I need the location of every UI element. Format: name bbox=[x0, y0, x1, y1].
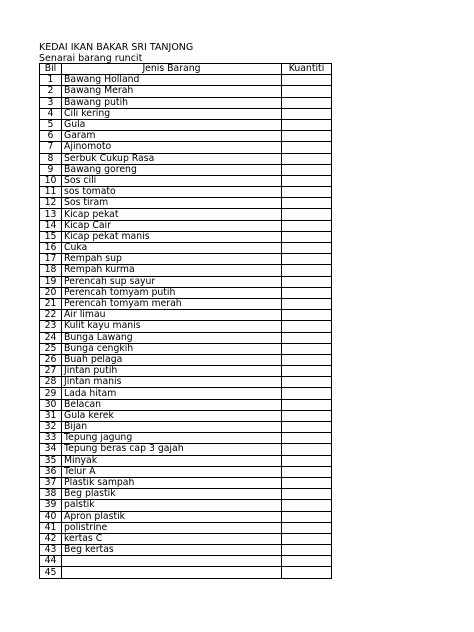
quantity-cell bbox=[282, 198, 332, 209]
item-name-cell: Sos cili bbox=[62, 175, 282, 186]
column-header-item: Jenis Barang bbox=[62, 64, 282, 75]
item-name-cell: Air limau bbox=[62, 310, 282, 321]
quantity-cell bbox=[282, 500, 332, 511]
quantity-cell bbox=[282, 410, 332, 421]
row-number-cell: 19 bbox=[40, 276, 62, 287]
row-number-cell: 35 bbox=[40, 455, 62, 466]
quantity-cell bbox=[282, 444, 332, 455]
row-number-cell: 21 bbox=[40, 298, 62, 309]
quantity-cell bbox=[282, 231, 332, 242]
row-number-cell: 2 bbox=[40, 86, 62, 97]
row-number-cell: 24 bbox=[40, 332, 62, 343]
row-number-cell: 16 bbox=[40, 243, 62, 254]
row-number-cell: 10 bbox=[40, 175, 62, 186]
grocery-table bbox=[39, 63, 332, 579]
quantity-cell bbox=[282, 422, 332, 433]
item-name-cell: Lada hitam bbox=[62, 388, 282, 399]
row-number-cell: 22 bbox=[40, 310, 62, 321]
quantity-cell bbox=[282, 556, 332, 567]
table-row bbox=[40, 75, 332, 86]
quantity-cell bbox=[282, 164, 332, 175]
item-name-cell: kertas C bbox=[62, 533, 282, 544]
quantity-cell bbox=[282, 243, 332, 254]
item-name-cell: Kicap pekat manis bbox=[62, 231, 282, 242]
table-row bbox=[40, 243, 332, 254]
table-row bbox=[40, 399, 332, 410]
quantity-cell bbox=[282, 354, 332, 365]
item-name-cell: Tepung jagung bbox=[62, 433, 282, 444]
table-row bbox=[40, 276, 332, 287]
quantity-cell bbox=[282, 399, 332, 410]
table-row bbox=[40, 175, 332, 186]
item-name-cell: Serbuk Cukup Rasa bbox=[62, 153, 282, 164]
table-row bbox=[40, 321, 332, 332]
quantity-cell bbox=[282, 175, 332, 186]
table-row bbox=[40, 164, 332, 175]
item-name-cell: polistrine bbox=[62, 522, 282, 533]
table-row bbox=[40, 142, 332, 153]
item-name-cell bbox=[62, 556, 282, 567]
item-name-cell: sos tomato bbox=[62, 187, 282, 198]
quantity-cell bbox=[282, 265, 332, 276]
table-row bbox=[40, 119, 332, 130]
quantity-cell bbox=[282, 366, 332, 377]
quantity-cell bbox=[282, 86, 332, 97]
row-number-cell: 41 bbox=[40, 522, 62, 533]
table-row bbox=[40, 254, 332, 265]
row-number-cell: 36 bbox=[40, 466, 62, 477]
quantity-cell bbox=[282, 489, 332, 500]
row-number-cell: 29 bbox=[40, 388, 62, 399]
quantity-cell bbox=[282, 209, 332, 220]
table-row bbox=[40, 298, 332, 309]
table-row bbox=[40, 343, 332, 354]
row-number-cell: 23 bbox=[40, 321, 62, 332]
row-number-cell: 25 bbox=[40, 343, 62, 354]
row-number-cell: 30 bbox=[40, 399, 62, 410]
table-row bbox=[40, 310, 332, 321]
row-number-cell: 42 bbox=[40, 533, 62, 544]
item-name-cell: Perencah sup sayur bbox=[62, 276, 282, 287]
table-row bbox=[40, 287, 332, 298]
row-number-cell: 34 bbox=[40, 444, 62, 455]
item-name-cell: Garam bbox=[62, 131, 282, 142]
item-name-cell: Minyak bbox=[62, 455, 282, 466]
item-name-cell: Buah pelaga bbox=[62, 354, 282, 365]
item-name-cell: Bunga Lawang bbox=[62, 332, 282, 343]
quantity-cell bbox=[282, 567, 332, 578]
quantity-cell bbox=[282, 276, 332, 287]
row-number-cell: 9 bbox=[40, 164, 62, 175]
quantity-cell bbox=[282, 131, 332, 142]
row-number-cell: 7 bbox=[40, 142, 62, 153]
row-number-cell: 44 bbox=[40, 556, 62, 567]
quantity-cell bbox=[282, 75, 332, 86]
quantity-cell bbox=[282, 545, 332, 556]
table-body bbox=[40, 75, 332, 578]
row-number-cell: 13 bbox=[40, 209, 62, 220]
item-name-cell: Bawang Merah bbox=[62, 86, 282, 97]
item-name-cell bbox=[62, 567, 282, 578]
row-number-cell: 40 bbox=[40, 511, 62, 522]
item-name-cell: Bawang putih bbox=[62, 97, 282, 108]
item-name-cell: Cili kering bbox=[62, 108, 282, 119]
row-number-cell: 32 bbox=[40, 422, 62, 433]
quantity-cell bbox=[282, 97, 332, 108]
table-row bbox=[40, 556, 332, 567]
table-row bbox=[40, 366, 332, 377]
table-row bbox=[40, 220, 332, 231]
column-header-bil: Bil bbox=[40, 64, 62, 75]
table-row bbox=[40, 153, 332, 164]
item-name-cell: Bawang Holland bbox=[62, 75, 282, 86]
quantity-cell bbox=[282, 254, 332, 265]
row-number-cell: 45 bbox=[40, 567, 62, 578]
item-name-cell: Rempah sup bbox=[62, 254, 282, 265]
item-name-cell: Gula kerek bbox=[62, 410, 282, 421]
table-row bbox=[40, 545, 332, 556]
table-row bbox=[40, 265, 332, 276]
table-row bbox=[40, 466, 332, 477]
row-number-cell: 15 bbox=[40, 231, 62, 242]
row-number-cell: 5 bbox=[40, 119, 62, 130]
item-name-cell: Beg kertas bbox=[62, 545, 282, 556]
item-name-cell: Bijan bbox=[62, 422, 282, 433]
quantity-cell bbox=[282, 108, 332, 119]
table-row bbox=[40, 354, 332, 365]
quantity-cell bbox=[282, 466, 332, 477]
row-number-cell: 11 bbox=[40, 187, 62, 198]
item-name-cell: Kicap Cair bbox=[62, 220, 282, 231]
table-row bbox=[40, 332, 332, 343]
table-header-row bbox=[40, 64, 332, 75]
item-name-cell: Gula bbox=[62, 119, 282, 130]
table-row bbox=[40, 433, 332, 444]
row-number-cell: 37 bbox=[40, 477, 62, 488]
quantity-cell bbox=[282, 298, 332, 309]
table-row bbox=[40, 489, 332, 500]
table-row bbox=[40, 500, 332, 511]
item-name-cell: Plastik sampah bbox=[62, 477, 282, 488]
item-name-cell: Cuka bbox=[62, 243, 282, 254]
quantity-cell bbox=[282, 522, 332, 533]
table-row bbox=[40, 388, 332, 399]
row-number-cell: 43 bbox=[40, 545, 62, 556]
row-number-cell: 1 bbox=[40, 75, 62, 86]
table-row bbox=[40, 444, 332, 455]
table-row bbox=[40, 567, 332, 578]
row-number-cell: 18 bbox=[40, 265, 62, 276]
quantity-cell bbox=[282, 455, 332, 466]
quantity-cell bbox=[282, 377, 332, 388]
row-number-cell: 38 bbox=[40, 489, 62, 500]
row-number-cell: 17 bbox=[40, 254, 62, 265]
table-row bbox=[40, 187, 332, 198]
item-name-cell: Ajinomoto bbox=[62, 142, 282, 153]
quantity-cell bbox=[282, 511, 332, 522]
row-number-cell: 3 bbox=[40, 97, 62, 108]
row-number-cell: 28 bbox=[40, 377, 62, 388]
item-name-cell: Kulit kayu manis bbox=[62, 321, 282, 332]
page-subtitle: Senarai barang runcit bbox=[39, 53, 143, 64]
quantity-cell bbox=[282, 388, 332, 399]
row-number-cell: 12 bbox=[40, 198, 62, 209]
quantity-cell bbox=[282, 310, 332, 321]
table-row bbox=[40, 455, 332, 466]
table-row bbox=[40, 86, 332, 97]
item-name-cell: Bawang goreng bbox=[62, 164, 282, 175]
quantity-cell bbox=[282, 477, 332, 488]
quantity-cell bbox=[282, 321, 332, 332]
row-number-cell: 39 bbox=[40, 500, 62, 511]
quantity-cell bbox=[282, 119, 332, 130]
item-name-cell: Kicap pekat bbox=[62, 209, 282, 220]
item-name-cell: Perencah tomyam putih bbox=[62, 287, 282, 298]
table-row bbox=[40, 209, 332, 220]
table-row bbox=[40, 198, 332, 209]
item-name-cell: Apron plastik bbox=[62, 511, 282, 522]
item-name-cell: Sos tiram bbox=[62, 198, 282, 209]
table-row bbox=[40, 97, 332, 108]
item-name-cell: Belacan bbox=[62, 399, 282, 410]
quantity-cell bbox=[282, 153, 332, 164]
quantity-cell bbox=[282, 187, 332, 198]
table-row bbox=[40, 231, 332, 242]
table-row bbox=[40, 477, 332, 488]
quantity-cell bbox=[282, 287, 332, 298]
table-row bbox=[40, 522, 332, 533]
row-number-cell: 4 bbox=[40, 108, 62, 119]
row-number-cell: 26 bbox=[40, 354, 62, 365]
table-row bbox=[40, 533, 332, 544]
quantity-cell bbox=[282, 220, 332, 231]
table-row bbox=[40, 422, 332, 433]
item-name-cell: Tepung beras cap 3 gajah bbox=[62, 444, 282, 455]
item-name-cell: Perencah tomyam merah bbox=[62, 298, 282, 309]
quantity-cell bbox=[282, 142, 332, 153]
quantity-cell bbox=[282, 533, 332, 544]
quantity-cell bbox=[282, 332, 332, 343]
row-number-cell: 6 bbox=[40, 131, 62, 142]
item-name-cell: palstik bbox=[62, 500, 282, 511]
item-name-cell: Telur A bbox=[62, 466, 282, 477]
table-row bbox=[40, 131, 332, 142]
quantity-cell bbox=[282, 433, 332, 444]
row-number-cell: 33 bbox=[40, 433, 62, 444]
page-title: KEDAI IKAN BAKAR SRI TANJONG bbox=[39, 42, 194, 53]
row-number-cell: 27 bbox=[40, 366, 62, 377]
item-name-cell: Jintan manis bbox=[62, 377, 282, 388]
row-number-cell: 20 bbox=[40, 287, 62, 298]
item-name-cell: Bunga cengkih bbox=[62, 343, 282, 354]
item-name-cell: Beg plastik bbox=[62, 489, 282, 500]
row-number-cell: 31 bbox=[40, 410, 62, 421]
table-row bbox=[40, 377, 332, 388]
item-name-cell: Jintan putih bbox=[62, 366, 282, 377]
column-header-qty: Kuantiti bbox=[282, 64, 332, 75]
row-number-cell: 8 bbox=[40, 153, 62, 164]
table-row bbox=[40, 108, 332, 119]
table-row bbox=[40, 511, 332, 522]
item-name-cell: Rempah kurma bbox=[62, 265, 282, 276]
row-number-cell: 14 bbox=[40, 220, 62, 231]
table-row bbox=[40, 410, 332, 421]
quantity-cell bbox=[282, 343, 332, 354]
